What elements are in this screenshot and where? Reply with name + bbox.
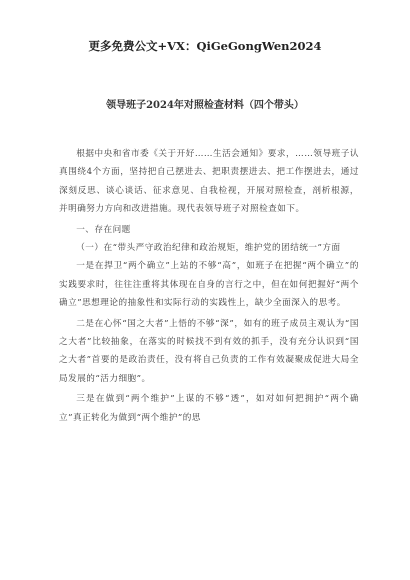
problem-paragraph-2: 二是在心怀“国之大者”上悟的不够“深”，如有的班子成员主观认为“国之大者”比较抽象，在落实的时候找不到有效的抓手，没有充分认识到“国之大者”首要的是政治责任，没有将自己负责的工作有效凝聚成促进大局全局发展的“活力细胞”。 — [59, 318, 359, 384]
document-title: 领导班子2024年对照检查材料（四个带头） — [106, 100, 304, 111]
section-heading: 一、存在问题 — [76, 224, 131, 235]
document-header: 更多免费公文+VX：QiGeGongWen2024 — [88, 39, 322, 53]
problem-paragraph-1: 一是在捍卫“两个确立”上站的不够“高”，如班子在把握“两个确立”的实践要求时，往往注重将其体现在自身的言行之中，但在如何把握好“两个确立”思想理论的抽象性和实际行动的实践性上，缺少全面深入的思考。 — [59, 261, 359, 309]
subsection-heading: （一）在“带头严守政治纪律和政治规矩，维护党的团结统一”方面 — [76, 243, 341, 254]
document-body — [59, 145, 359, 427]
intro-paragraph: 根据中央和省市委《关于开好……生活会通知》要求，……领导班子认真围绕4个方面，坚持把自己摆进去、把职责摆进去、把工作摆进去，通过深刻反思、谈心谈话、征求意见、自我检视，开展对照检查，剖析根源，并明确努力方向和改进措施。现代表领导班子对照检查如下。 — [59, 149, 359, 215]
problem-paragraph-3: 三是在做到“两个维护”上谋的不够“透”，如对如何把拥护“两个确立”真正转化为做到“两个维护”的思 — [59, 394, 359, 423]
